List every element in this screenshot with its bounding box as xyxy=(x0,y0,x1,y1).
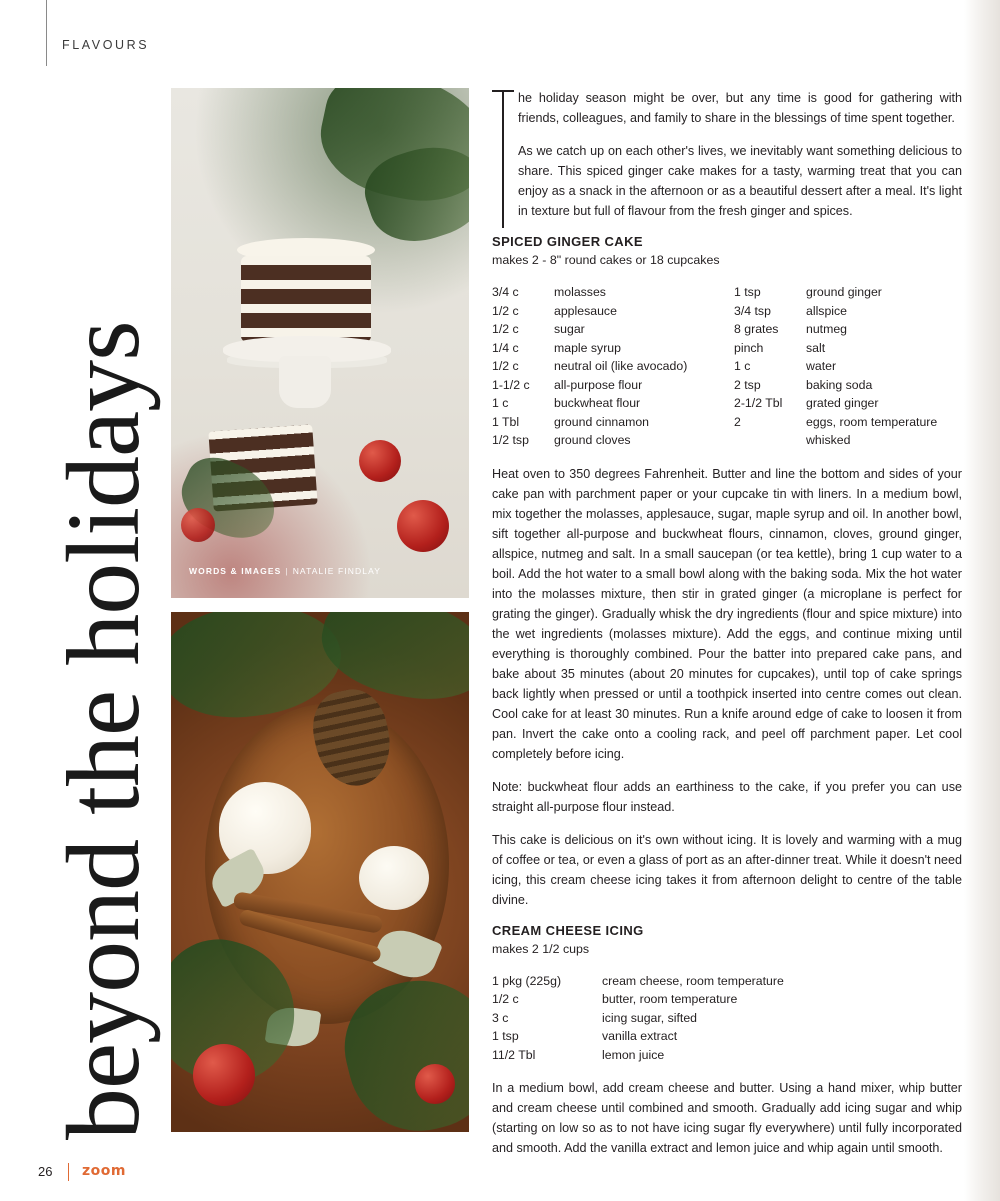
ingredient-name: salt xyxy=(806,340,826,355)
recipe-title-icing: CREAM CHEESE ICING xyxy=(492,922,644,938)
ingredient-amount: 3/4 tsp xyxy=(734,303,771,318)
ingredient-amount: 1 Tbl xyxy=(492,414,520,429)
table-row xyxy=(492,320,962,339)
cake-method: Heat oven to 350 degrees Fahrenheit. Butter and line the bottom and sides of your cake pan with parchment paper or your cupcake tin with liners. In a medium bowl, mix together the molasses, applesauce, sugar, maple syrup and oil. In another bowl, sift together all-purpose and buckwheat flours, cinnamon, cloves, ground ginger, allspice, nutmeg and salt. In a small saucepan (or tea kettle), bring 1 cup water to a boil. Add the hot water to a small bowl along with the baking soda. Mix the hot water into the molasses mixture, then stir in grated ginger (a microplane is perfect for grating the ginger). Gradually whisk the dry ingredients (flour and spice mixture) into the wet ingredients (molasses mixture). Add the eggs, and continue mixing until everything is thoroughly combined. Pour the batter into prepared cake pans, and bake about 35 minutes (about 20 minutes for cupcakes), until top of cake springs back lightly when pressed or until a toothpick inserted into centre comes out clean. Cool cake for at least 30 minutes. Run a knife around edge of cake to loosen it from pan. Invert the cake onto a cooling rack, and peel off parchment paper. Let cool completely before icing. xyxy=(492,466,962,761)
intro-paragraph-2: As we catch up on each other's lives, we inevitably want something delicious to share. This spiced ginger cake makes for a tasty, warming treat that you can enjoy as a snack in the afternoon or as a beautiful dessert after a meal. It's light in texture but full of flavour from the fresh ginger and spices. xyxy=(518,144,962,218)
red-ornament xyxy=(415,1064,455,1104)
table-row xyxy=(492,431,962,450)
table-row xyxy=(492,357,962,376)
table-row xyxy=(492,990,962,1009)
ingredient-name: water xyxy=(806,359,837,373)
ingredient-name: baking soda xyxy=(806,377,873,392)
ingredient-amount: 1 c xyxy=(492,396,509,410)
cake-closing: This cake is delicious on it's own without icing. It is lovely and warming with a mug of coffee or tea, or even a glass of port as an after-dinner treat. While it doesn't need icing, this cream cheese icing takes it from afternoon delight to centre of the table divine. xyxy=(492,832,962,907)
ingredient-name: applesauce xyxy=(554,303,617,318)
photo-cake-stand xyxy=(171,88,469,598)
ingredient-name: butter, room temperature xyxy=(602,992,738,1006)
ingredient-name: lemon juice xyxy=(602,1047,665,1062)
table-row xyxy=(492,972,962,991)
red-ornament xyxy=(193,1044,255,1106)
ingredient-amount: 1/2 c xyxy=(492,303,519,318)
ingredient-name: allspice xyxy=(806,303,848,318)
table-row xyxy=(492,376,962,395)
ingredient-amount: 1 tsp xyxy=(492,1029,519,1043)
recipe-yield-icing: makes 2 1/2 cups xyxy=(492,941,590,956)
intro-paragraph-1: he holiday season might be over, but any time is good for gathering with friends, colleagues, and family to share in the blessings of time spent together. xyxy=(518,91,962,125)
ingredient-amount: 2-1/2 Tbl xyxy=(734,396,783,410)
table-row xyxy=(492,1009,962,1028)
ingredient-name: all-purpose flour xyxy=(554,377,643,392)
ingredient-name: grated ginger xyxy=(806,396,879,410)
ingredient-amount: 1/2 c xyxy=(492,992,519,1006)
ingredient-name: maple syrup xyxy=(554,340,621,355)
layer-cake xyxy=(241,256,371,342)
ingredient-name: icing sugar, sifted xyxy=(602,1010,698,1025)
ingredient-name: nutmeg xyxy=(806,322,848,336)
ingredients-table-icing xyxy=(492,972,962,1065)
ingredient-amount: 1/4 c xyxy=(492,340,519,355)
photo-credit-prefix: WORDS & IMAGES xyxy=(189,566,282,576)
table-row xyxy=(492,302,962,321)
cake-stand-column xyxy=(279,356,331,408)
photo-credit-author: NATALIE FINDLAY xyxy=(292,566,381,576)
ingredient-name: eggs, room temperature xyxy=(806,414,938,429)
header-rule xyxy=(46,0,47,66)
icing-method: In a medium bowl, add cream cheese and butter. Using a hand mixer, whip butter and cream cheese until combined and smooth. Gradually add icing sugar and whip (starting on low so as to not have icing sugar fly everywhere) until fully incorporated and smooth. Add the vanilla extract and lemon juice and whip again until smooth. xyxy=(492,1081,962,1155)
ingredient-name: cream cheese, room temperature xyxy=(602,973,784,988)
ingredient-amount: 1 pkg (225g) xyxy=(492,973,562,988)
drop-cap-letter xyxy=(492,88,514,228)
ingredient-name: ground ginger xyxy=(806,285,882,299)
ingredient-name: buckwheat flour xyxy=(554,396,641,410)
red-ornament xyxy=(397,500,449,552)
ingredient-amount: 2 xyxy=(734,414,741,429)
footer-divider xyxy=(68,1163,69,1181)
page-number: 26 xyxy=(38,1164,53,1179)
page-title: beyond the holidays xyxy=(46,321,161,1140)
table-row xyxy=(492,1027,962,1046)
photo-credit-separator: | xyxy=(285,566,289,576)
table-row xyxy=(492,413,962,432)
table-row xyxy=(492,339,962,358)
ingredient-amount: 8 grates xyxy=(734,322,779,336)
article-body xyxy=(492,88,962,1171)
ingredient-name: ground cinnamon xyxy=(554,414,650,429)
ingredient-amount: pinch xyxy=(734,340,764,355)
ingredient-amount xyxy=(734,431,806,450)
recipe-yield-cake: makes 2 - 8" round cakes or 18 cupcakes xyxy=(492,253,720,267)
ingredient-amount: 1 tsp xyxy=(734,285,761,299)
ingredient-amount: 1/2 c xyxy=(492,359,519,373)
ingredient-amount: 2 tsp xyxy=(734,377,761,392)
table-row xyxy=(492,283,962,302)
photo-credit xyxy=(171,562,381,580)
page-title-vertical xyxy=(36,80,171,1140)
ingredient-name: molasses xyxy=(554,285,606,299)
ingredient-amount: 3 c xyxy=(492,1010,509,1025)
table-row xyxy=(492,394,962,413)
ingredient-amount: 1 c xyxy=(734,359,751,373)
ingredient-amount: 3/4 c xyxy=(492,285,519,299)
cupcake xyxy=(359,846,429,910)
ingredient-name: whisked xyxy=(806,433,851,447)
ingredient-name: ground cloves xyxy=(554,433,631,447)
ingredient-amount: 1/2 c xyxy=(492,322,519,336)
page-edge-shadow xyxy=(964,0,1000,1201)
ingredient-amount: 1-1/2 c xyxy=(492,377,530,392)
ingredients-table-cake xyxy=(492,283,962,450)
red-ornament xyxy=(359,440,401,482)
red-ornament xyxy=(181,508,215,542)
recipe-title-cake: SPICED GINGER CAKE xyxy=(492,234,643,249)
magazine-logo: zoom xyxy=(82,1163,126,1179)
ingredient-name: vanilla extract xyxy=(602,1029,678,1043)
section-label: FLAVOURS xyxy=(62,38,150,52)
cake-note: Note: buckwheat flour adds an earthiness to the cake, if you prefer you can use straight all-purpose flour instead. xyxy=(492,779,962,814)
table-row xyxy=(492,1046,962,1065)
photo-wooden-platter xyxy=(171,612,469,1132)
ingredient-amount: 1/2 tsp xyxy=(492,433,529,447)
ingredient-name: neutral oil (like avocado) xyxy=(554,359,688,373)
ingredient-amount: 11/2 Tbl xyxy=(492,1047,536,1062)
ingredient-name: sugar xyxy=(554,322,585,336)
intro-block xyxy=(492,88,962,221)
